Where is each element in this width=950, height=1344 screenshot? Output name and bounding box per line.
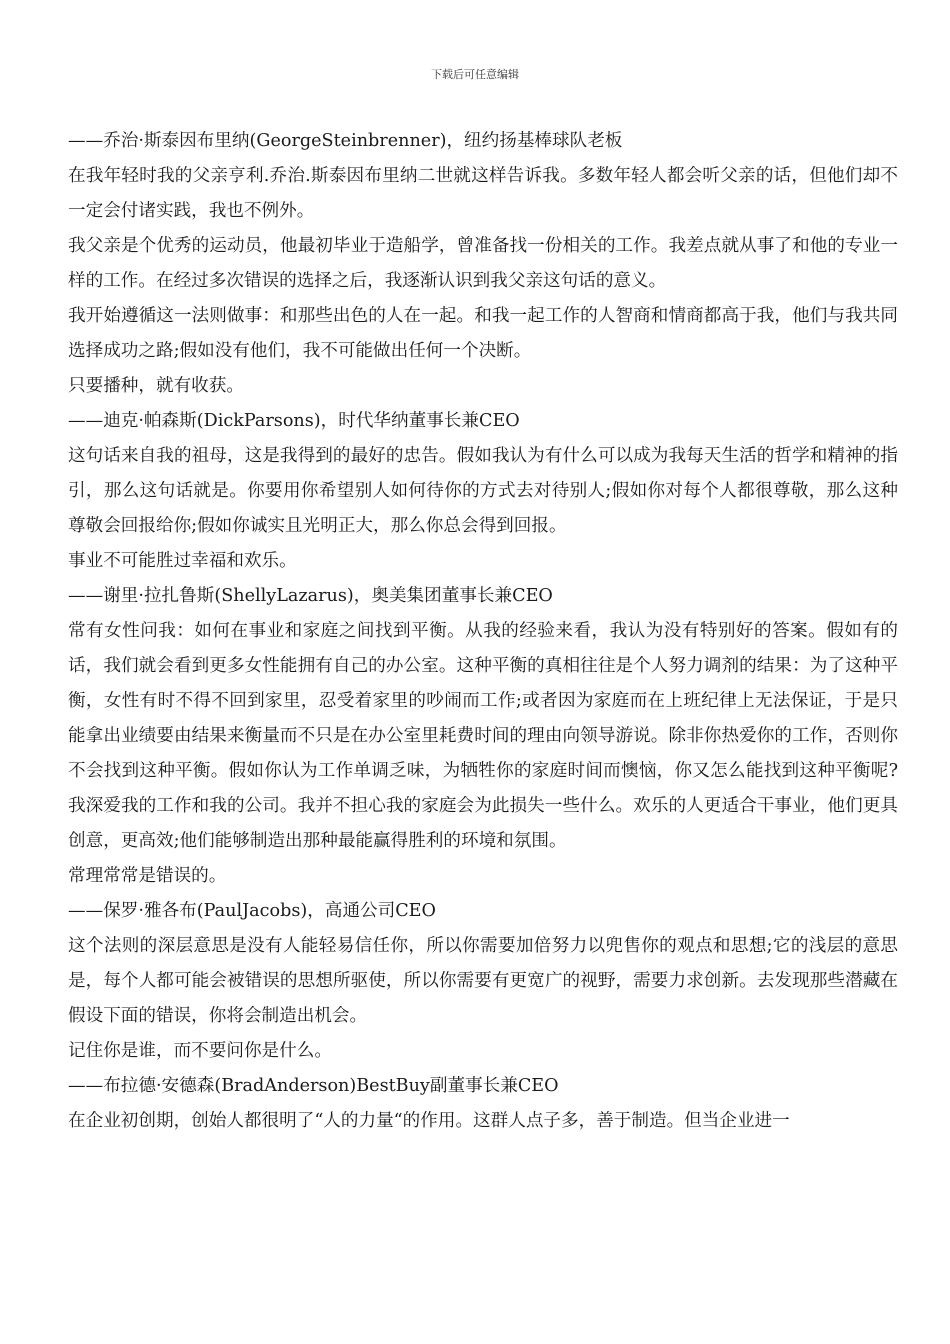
paragraph-jacobs: 这个法则的深层意思是没有人能轻易信任你，所以你需要加倍努力以兜售你的观点和思想;它的浅层的意思是，每个人都可能会被错误的思想所驱使，所以你需要有更宽广的视野，需要力求创新。去发现那些潜藏在假设下面的错误，你将会制造出机会。 (68, 936, 898, 1026)
attribution-jacobs: ——保罗·雅各布(PaulJacobs)，高通公司CEO (68, 901, 436, 921)
paragraph-parsons: 这句话来自我的祖母，这是我得到的最好的忠告。假如我认为有什么可以成为我每天生活的哲学和精神的指引，那么这句话就是。你要用你希望别人如何待你的方式去对待别人;假如你对每个人都很尊敬，那么这种尊敬会回报给你;假如你诚实且光明正大，那么你总会得到回报。 (68, 446, 898, 536)
maxim-career-happiness: 事业不可能胜过幸福和欢乐。 (68, 551, 297, 571)
attribution-steinbrenner: ——乔治·斯泰因布里纳(GeorgeSteinbrenner)，纽约扬基棒球队老板 (68, 131, 623, 151)
attribution-lazarus: ——谢里·拉扎鲁斯(ShellyLazarus)，奥美集团董事长兼CEO (68, 586, 553, 606)
paragraph-steinbrenner-1: 在我年轻时我的父亲亨利.乔治.斯泰因布里纳二世就这样告诉我。多数年轻人都会听父亲的话，但他们却不一定会付诸实践，我也不例外。 (68, 166, 898, 221)
maxim-common-sense: 常理常常是错误的。 (68, 866, 227, 886)
paragraph-lazarus: 常有女性问我：如何在事业和家庭之间找到平衡。从我的经验来看，我认为没有特别好的答案。假如有的话，我们就会看到更多女性能拥有自己的办公室。这种平衡的真相往往是个人努力调剂的结果：为了这种平衡，女性有时不得不回到家里，忍受着家里的吵闹而工作;或者因为家庭而在上班纪律上无法保证，于是只能拿出业绩要由结果来衡量而不只是在办公室里耗费时间的理由向领导游说。除非你热爱你的工作，否则你不会找到这种平衡。假如你认为工作单调乏味，为牺牲你的家庭时间而懊恼，你又怎么能找到这种平衡呢?我深爱我的工作和我的公司。我并不担心我的家庭会为此损失一些什么。欢乐的人更适合干事业，他们更具创意，更高效;他们能够制造出那种最能赢得胜利的环境和氛围。 (68, 621, 898, 851)
page-header-note: 下载后可任意编辑 (431, 68, 519, 81)
attribution-anderson: ——布拉德·安德森(BradAnderson)BestBuy副董事长兼CEO (68, 1076, 559, 1096)
maxim-sow-reap: 只要播种，就有收获。 (68, 376, 244, 396)
document-body (68, 124, 898, 1139)
paragraph-steinbrenner-2: 我父亲是个优秀的运动员，他最初毕业于造船学，曾准备找一份相关的工作。我差点就从事了和他的专业一样的工作。在经过多次错误的选择之后，我逐渐认识到我父亲这句话的意义。 (68, 236, 898, 291)
paragraph-steinbrenner-3: 我开始遵循这一法则做事：和那些出色的人在一起。和我一起工作的人智商和情商都高于我，他们与我共同选择成功之路;假如没有他们，我不可能做出任何一个决断。 (68, 306, 898, 361)
paragraph-anderson: 在企业初创期，创始人都很明了“人的力量“的作用。这群人点子多，善于制造。但当企业进一 (68, 1111, 790, 1131)
maxim-who-you-are: 记住你是谁，而不要问你是什么。 (68, 1041, 332, 1061)
attribution-parsons: ——迪克·帕森斯(DickParsons)，时代华纳董事长兼CEO (68, 411, 520, 431)
